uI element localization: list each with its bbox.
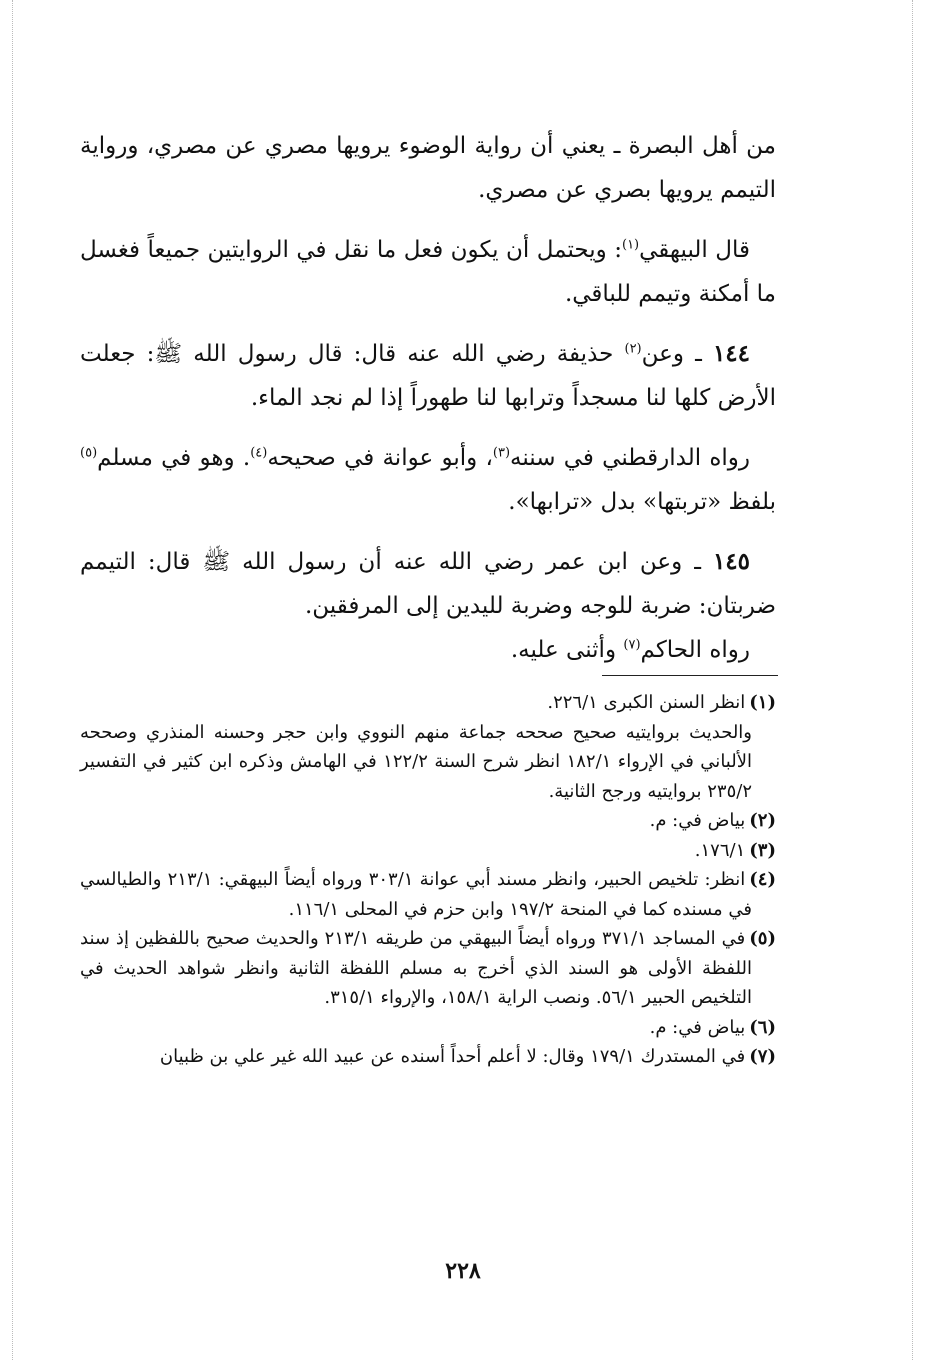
- footnote-number: (٢): [749, 810, 776, 831]
- footnote-text: انظر السنن الكبرى ٢٢٦/١.: [547, 692, 746, 713]
- footnote-text: ١٧٦/١.: [694, 839, 746, 861]
- paragraph-text: : ويحتمل أن يكون فعل ما نقل في الروايتين جميعاً فغسل ما أمكنة وتيمم للباقي.: [80, 237, 776, 307]
- paragraph-text: رواه الدارقطني في سننه: [510, 445, 750, 471]
- hadith-number: ١٤٤: [712, 340, 751, 367]
- footnote-ref[interactable]: (٧): [623, 637, 641, 653]
- hadith-prefix: ـ وعن: [641, 341, 702, 367]
- footnote-6: [80, 1013, 776, 1043]
- scan-edge-left: [12, 0, 13, 1360]
- footnote-text: انظر: تلخيص الحبير، وانظر مسند أبي عوانة ٣٠٣/١ ورواه أيضاً البيهقي: ٢١٣/١ والطيالسي في مسنده كما في المنحة ١٩٧/٢ وابن حزم في المحلى ١١٦/١.: [80, 869, 752, 920]
- paragraph-text: ، وأبو عوانة في صحيحه: [267, 445, 493, 471]
- footnote-ref[interactable]: (٣): [492, 445, 511, 461]
- hadith-text: ـ وعن ابن عمر رضي الله عنه أن رسول الله ﷺ قال: التيمم ضربتان: ضربة للوجه وضربة لليدين إلى المرفقين.: [80, 549, 776, 619]
- page-number: ٢٢٨: [445, 1258, 481, 1284]
- footnote-text: في المساجد ٣٧١/١ ورواه أيضاً البيهقي من طريقه ٢١٣/١ والحديث صحيح باللفظين إذ سند اللفظة الأولى هو السند الذي أخرج به مسلم اللفظة الثانية وانظر شواهد الحديث في التلخيص الحبير ٥٦/١. ونصب الراية ١٥٨/١، والإرواء ٣١٥/١.: [80, 928, 752, 1008]
- paragraph-text: وأثنى عليه.: [510, 637, 624, 663]
- paragraph-text: قال البيهقي: [639, 237, 750, 263]
- paragraph-text: بلفظ «تربتها» بدل «ترابها».: [508, 489, 776, 515]
- paragraph-continuation: [80, 124, 776, 212]
- footnote-3: [80, 836, 776, 866]
- hadith-number: ١٤٥: [712, 548, 750, 575]
- footnote-text: في المستدرك ١٧٩/١ وقال: لا أعلم أحداً أسنده عن عبيد الله غير علي بن ظبيان: [159, 1046, 746, 1067]
- paragraph-hakim: [80, 628, 776, 672]
- footnote-1-continuation: [80, 718, 776, 807]
- footnote-separator: [602, 675, 778, 676]
- hadith-145: [80, 540, 776, 628]
- footnote-ref[interactable]: (١): [621, 237, 640, 253]
- footnote-number: (٥): [749, 928, 776, 949]
- footnote-text: والحديث بروايتيه صحيح صححه جماعة منهم النووي وابن حجر وحسنه المنذري وصححه الألباني في الإرواء ١٨٢/١ انظر شرح السنة ١٢٢/٢ في الهامش وذكره ابن كثير في التفسير ٢٣٥/٢ بروايتيه ورجح الثانية.: [80, 721, 752, 802]
- footnote-ref[interactable]: (٥): [80, 445, 98, 461]
- hadith-text: حذيفة رضي الله عنه قال: قال رسول الله ﷺ: جعلت الأرض كلها لنا مسجداً وترابها لنا طهوراً إذا لم نجد الماء.: [80, 341, 776, 411]
- footnote-number: (٧): [749, 1046, 776, 1067]
- footnote-1: [80, 688, 776, 718]
- paragraph-text: من أهل البصرة ـ يعني أن رواية الوضوء يرويها مصري عن مصري، ورواية التيمم يرويها بصري عن مصري.: [80, 133, 776, 203]
- footnote-2: [80, 806, 776, 836]
- footnote-ref[interactable]: (٤): [250, 445, 268, 461]
- footnote-7: [80, 1042, 776, 1072]
- paragraph-text: رواه الحاكم: [640, 637, 750, 663]
- paragraph-narration: [80, 436, 776, 524]
- footnote-number: (١): [749, 692, 776, 713]
- footnote-number: (٤): [749, 869, 776, 890]
- footnote-text: بياض في: م.: [649, 810, 746, 831]
- hadith-144: [80, 332, 776, 420]
- main-text: [80, 124, 776, 688]
- footnote-5: [80, 924, 776, 1013]
- footnote-ref[interactable]: (٢): [624, 341, 642, 357]
- footnotes: [80, 688, 776, 1072]
- scan-edge-right: [912, 0, 913, 1360]
- footnote-4: [80, 865, 776, 924]
- paragraph-bayhaqi: [80, 228, 776, 316]
- paragraph-text: . وهو في مسلم: [97, 445, 251, 471]
- footnote-number: (٣): [749, 839, 776, 861]
- footnote-number: (٦): [749, 1016, 776, 1038]
- footnote-text: بياض في: م.: [649, 1016, 746, 1038]
